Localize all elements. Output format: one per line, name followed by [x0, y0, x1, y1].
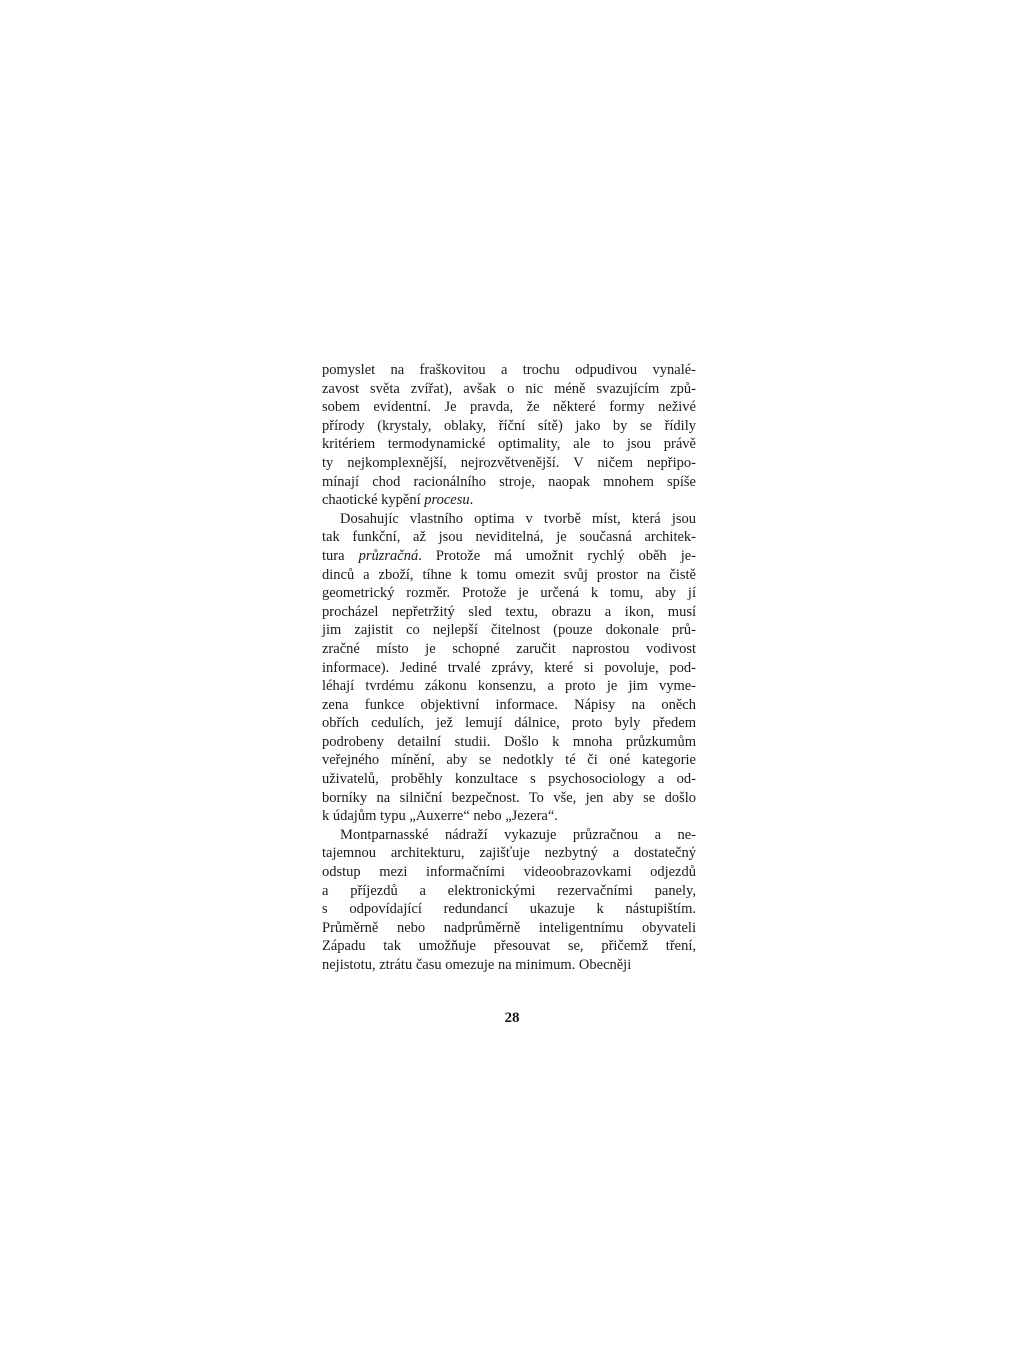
line-text: podrobeny detailní studii. Došlo k mnoha průzkumům: [322, 733, 696, 750]
text-line: [322, 937, 696, 956]
text-line: [322, 584, 696, 603]
line-text: k údajům typu „Auxerre“ nebo „Jezera“.: [322, 808, 558, 825]
text-line: [322, 454, 696, 473]
line-text: . Protože má umožnit rychlý oběh je-: [418, 547, 696, 564]
line-text: tajemnou architekturu, zajišťuje nezbytný a dostatečný: [322, 845, 696, 862]
text-line: [322, 603, 696, 622]
text-line: [322, 640, 696, 659]
line-text: ty nejkomplexnější, nejrozvětvenější. V ničem nepřipo-: [322, 454, 696, 471]
text-line: [322, 491, 696, 510]
line-text: zena funkce objektivní informace. Nápisy na oněch: [322, 696, 696, 713]
text-line: [322, 844, 696, 863]
line-text: veřejného mínění, aby se nedotkly té či oné kategorie: [322, 752, 696, 769]
text-line: [322, 435, 696, 454]
line-text: dinců a zboží, tíhne k tomu omezit svůj prostor na čistě: [322, 566, 696, 583]
italic-text: procesu: [424, 492, 470, 509]
line-text: tak funkční, až jsou neviditelná, je současná architek-: [322, 529, 696, 546]
line-text: obřích cedulích, jež lemují dálnice, proto byly předem: [322, 715, 696, 732]
line-text: uživatelů, proběhly konzultace s psychosociology a od-: [322, 771, 696, 788]
text-line: [322, 751, 696, 770]
text-line: [322, 528, 696, 547]
line-text: Průměrně nebo nadprůměrně inteligentnímu obyvateli: [322, 919, 696, 936]
text-line: [322, 956, 696, 975]
text-line: [322, 380, 696, 399]
line-text: pomyslet na fraškovitou a trochu odpudivou vynalé-: [322, 362, 696, 378]
line-text: kritériem termodynamické optimality, ale to jsou právě: [322, 436, 696, 453]
line-text: mínají chod racionálního stroje, naopak mnohem spíše: [322, 473, 696, 490]
text-line: [322, 510, 696, 529]
line-text: zavost světa zvířat), avšak o nic méně svazujícím způ-: [322, 380, 696, 397]
text-line: [322, 677, 696, 696]
paragraph: [322, 361, 696, 510]
text-line: [322, 621, 696, 640]
line-text: Dosahujíc vlastního optima v tvorbě míst, která jsou: [340, 510, 696, 527]
text-line: [322, 473, 696, 492]
paragraph: [322, 826, 696, 975]
page-number: 28: [504, 1010, 520, 1026]
text-line: [322, 789, 696, 808]
line-text: chaotické kypění: [322, 492, 425, 509]
text-line: [322, 714, 696, 733]
line-text: a příjezdů a elektronickými rezervačními panely,: [322, 882, 696, 899]
text-line: [322, 882, 696, 901]
text-line: [322, 566, 696, 585]
line-text: sobem evidentní. Je pravda, že některé formy neživé: [322, 399, 696, 416]
text-line: [322, 659, 696, 678]
line-text: Západu tak umožňuje přesouvat se, přičemž tření,: [322, 938, 696, 955]
line-text: tura: [322, 547, 359, 564]
text-line: [322, 361, 696, 380]
line-text: odstup mezi informačními videoobrazovkami odjezdů: [322, 864, 696, 881]
text-line: [322, 919, 696, 938]
paragraph: [322, 510, 696, 826]
line-text: jim zajistit co nejlepší čitelnost (pouze dokonale prů-: [322, 622, 696, 639]
line-text: geometrický rozměr. Protože je určená k tomu, aby jí: [322, 585, 696, 602]
line-text: nejistotu, ztrátu času omezuje na minimum. Obecněji: [322, 957, 632, 973]
line-text: .: [469, 492, 474, 509]
line-text: procházel nepřetržitý sled textu, obrazu a ikon, musí: [322, 603, 696, 620]
line-text: léhají tvrdému zákonu konsenzu, a proto je jim vyme-: [322, 678, 696, 695]
text-line: [322, 807, 696, 826]
body-text: [322, 361, 696, 975]
text-line: [322, 770, 696, 789]
line-text: s odpovídající redundancí ukazuje k nástupištím.: [322, 901, 696, 918]
text-line: [322, 733, 696, 752]
line-text: zračné místo je schopné zaručit naprostou vodivost: [322, 640, 696, 657]
text-line: [322, 417, 696, 436]
line-text: borníky na silniční bezpečnost. To vše, jen aby se došlo: [322, 789, 696, 806]
line-text: Montparnasské nádraží vykazuje průzračnou a ne-: [340, 826, 696, 843]
text-line: [322, 696, 696, 715]
text-line: [322, 863, 696, 882]
text-line: [322, 826, 696, 845]
line-text: informace). Jediné trvalé zprávy, které si povoluje, pod-: [322, 659, 696, 676]
text-line: [322, 398, 696, 417]
line-text: přírody (krystaly, oblaky, říční sítě) jako by se řídily: [322, 417, 696, 434]
text-line: [322, 900, 696, 919]
text-line: [322, 547, 696, 566]
italic-text: průzračná: [358, 547, 419, 564]
